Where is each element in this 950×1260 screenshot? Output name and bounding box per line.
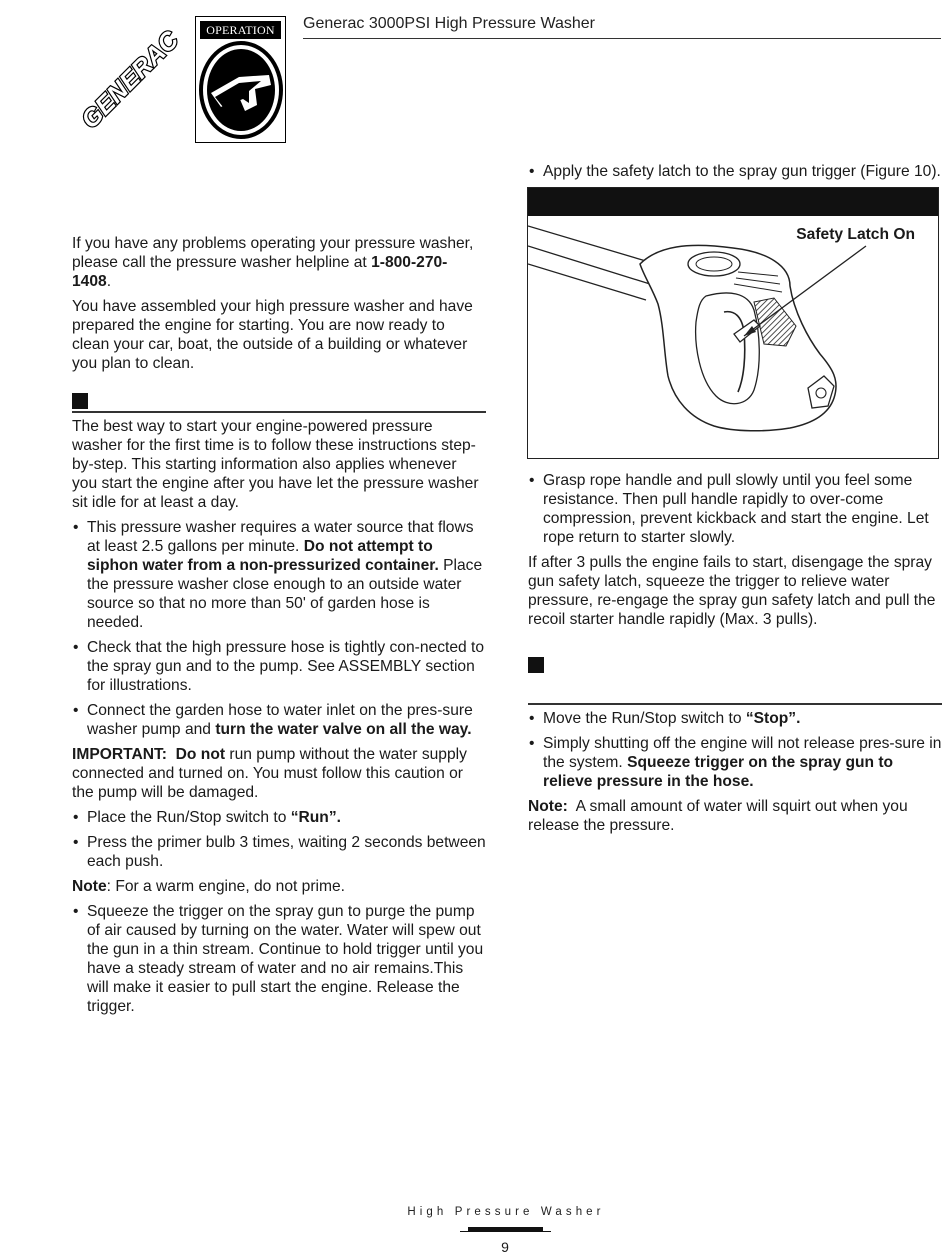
starting-steps-list (72, 518, 486, 739)
list-item: • Connect the garden hose to water inlet on the pres-sure washer pump and turn the water valve on all the way. (72, 701, 486, 739)
important-paragraph: IMPORTANT: Do not run pump without the water supply connected and turned on. You must follow this caution or the pump will be damaged. (72, 746, 467, 801)
starting-intro-paragraph: The best way to start your engine-powered pressure washer for the first time is to follow these instructions step-by-step. This starting information also applies whenever you start the engine after you have let the pressure washer sit idle for at least a day. (72, 418, 479, 511)
list-item: • Move the Run/Stop switch to “Stop”. (528, 709, 942, 728)
starting-section-heading (72, 391, 486, 413)
note-label: Note: (528, 798, 568, 815)
list-item: • Grasp rope handle and pull slowly until you feel some resistance. Then pull handle rapidly to over-come compression, prevent kickback and start the engine. Let rope return to starter slowly. (528, 471, 942, 547)
run-steps-list (72, 808, 486, 871)
stopping-section-heading (528, 655, 942, 705)
assembled-paragraph: You have assembled your high pressure washer and have prepared the engine for starting. You are now ready to clean your car, boat, the outside of a building or whatever you plan to clean. (72, 298, 473, 372)
purge-steps-list (72, 902, 486, 1016)
note-label: Note (72, 878, 107, 895)
list-item: • Apply the safety latch to the spray gun trigger (Figure 10). (528, 162, 942, 181)
footer-divider-line (460, 1231, 551, 1232)
figure-10 (527, 187, 939, 459)
list-item: • Press the primer bulb 3 times, waiting 2 seconds between each push. (72, 833, 486, 871)
pressure-note: Note: A small amount of water will squirt out when you release the pressure. (528, 798, 908, 834)
latch-steps-list (528, 162, 942, 181)
helpline-number: 1-800-270-1408 (72, 254, 448, 290)
start-engine-list (528, 471, 942, 547)
list-item: • Place the Run/Stop switch to “Run”. (72, 808, 486, 827)
page-number: 9 (501, 1239, 509, 1255)
helpline-paragraph (72, 234, 486, 291)
figure-callout-label: Safety Latch On (796, 226, 915, 243)
running-footer-title: High Pressure Washer (407, 1206, 605, 1218)
header-divider (303, 38, 941, 39)
prime-note: Note: For a warm engine, do not prime. (72, 878, 346, 895)
generac-logo-text: GENERAC (75, 25, 185, 135)
list-item: • Squeeze the trigger on the spray gun to purge the pump of air caused by turning on the water. Water will spew out the gun in a thin stream. Continue to hold trigger until you have a steady stream of water and no air remains.This will make it easier to pull start the engine. Release the trigger. (72, 902, 486, 1016)
spray-gun-hand-icon (199, 41, 283, 139)
left-column (72, 234, 486, 1022)
figure-title (528, 194, 538, 210)
figure-title-bar (528, 188, 938, 216)
operation-badge-label: OPERATION (200, 21, 281, 39)
list-item: • Simply shutting off the engine will not release pres-sure in the system. Squeeze trigger on the spray gun to relieve pressure in the hose. (528, 734, 942, 791)
generac-logo (70, 16, 192, 138)
document-title: Generac 3000PSI High Pressure Washer (303, 15, 595, 32)
stopping-steps-list (528, 709, 942, 791)
list-item: • Check that the high pressure hose is tightly con-nected to the spray gun and to the pump. See ASSEMBLY section for illustrations. (72, 638, 486, 695)
operation-badge (195, 16, 286, 143)
fail-to-start-paragraph: If after 3 pulls the engine fails to start, disengage the spray gun safety latch, squeeze the trigger to relieve water pressure, re-engage the spray gun safety latch and pull the recoil starter handle rapidly (Max. 3 pulls). (528, 554, 936, 628)
helpline-text: If you have any problems operating your pressure washer, please call the pressure washer helpline at (72, 235, 474, 271)
right-column (528, 162, 942, 841)
section-marker-icon (72, 393, 88, 409)
helpline-suffix: . (106, 273, 112, 290)
list-item: • This pressure washer requires a water source that flows at least 2.5 gallons per minute. Do not attempt to siphon water from a non-pressurized container. Place the pressure washer close enough to an outside water source so that no more than 50' of garden hose is needed. (72, 518, 486, 632)
important-label: IMPORTANT: (72, 746, 167, 763)
section-marker-icon (528, 657, 544, 673)
spray-gun-illustration (528, 216, 938, 458)
